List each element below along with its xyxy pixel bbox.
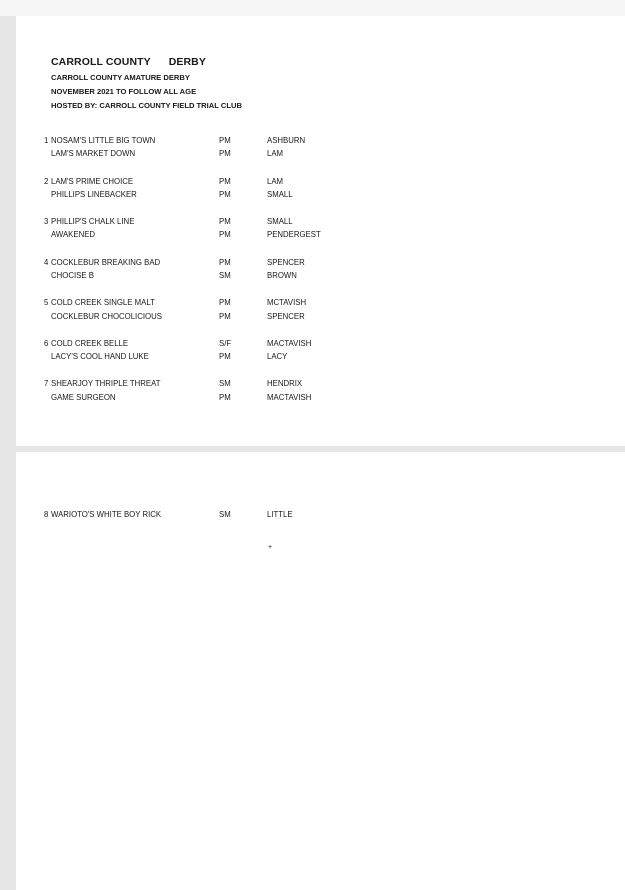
dog-sex: PM — [219, 217, 231, 226]
handler-name: SPENCER — [267, 312, 305, 321]
dog-sex: PM — [219, 352, 231, 361]
brace-number: 2 — [44, 177, 49, 186]
brace-number: 5 — [44, 298, 49, 307]
handler-name: PENDERGEST — [267, 230, 321, 239]
dog-name: LAM'S PRIME CHOICE — [51, 177, 134, 186]
dog-sex: SM — [219, 271, 231, 280]
handler-name: SMALL — [267, 190, 293, 199]
dog-sex: S/F — [219, 339, 232, 348]
brace-number: 1 — [44, 136, 49, 145]
dog-sex: PM — [219, 230, 231, 239]
dog-sex: SM — [219, 510, 231, 519]
dog-name: COCKLEBUR BREAKING BAD — [51, 258, 161, 267]
handler-name: LAM — [267, 177, 284, 186]
dog-name: SHEARJOY THRIPLE THREAT — [51, 379, 161, 388]
dog-name: PHILLIPS LINEBACKER — [51, 190, 137, 199]
subtitle-line: CARROLL COUNTY AMATURE DERBY — [51, 73, 190, 82]
dog-sex: PM — [219, 312, 231, 321]
dog-sex: PM — [219, 190, 231, 199]
document-page-1 — [16, 16, 625, 446]
brace-number: 6 — [44, 339, 49, 348]
handler-name: MACTAVISH — [267, 339, 312, 348]
document-title: CARROLL COUNTY DERBY — [51, 56, 206, 68]
dog-name: PHILLIP'S CHALK LINE — [51, 217, 135, 226]
brace-number: 4 — [44, 258, 49, 267]
dog-name: LACY'S COOL HAND LUKE — [51, 352, 149, 361]
dog-name: GAME SURGEON — [51, 393, 116, 402]
dog-name: WARIOTO'S WHITE BOY RICK — [51, 510, 162, 519]
dog-name: COCKLEBUR CHOCOLICIOUS — [51, 312, 162, 321]
brace-number: 7 — [44, 379, 49, 388]
dog-name: LAM'S MARKET DOWN — [51, 149, 136, 158]
dog-sex: PM — [219, 393, 231, 402]
dog-sex: PM — [219, 136, 231, 145]
handler-name: ASHBURN — [267, 136, 306, 145]
dog-sex: PM — [219, 258, 231, 267]
stray-mark: + — [268, 544, 273, 551]
handler-name: LACY — [267, 352, 288, 361]
dog-name: COLD CREEK SINGLE MALT — [51, 298, 155, 307]
handler-name: SPENCER — [267, 258, 305, 267]
dog-name: CHOCISE B — [51, 271, 94, 280]
handler-name: LAM — [267, 149, 284, 158]
dog-sex: PM — [219, 177, 231, 186]
dog-name: COLD CREEK BELLE — [51, 339, 129, 348]
handler-name: LITTLE — [267, 510, 293, 519]
brace-number: 8 — [44, 510, 49, 519]
subtitle-line: HOSTED BY: CARROLL COUNTY FIELD TRIAL CLUB — [51, 101, 242, 110]
dog-sex: PM — [219, 149, 231, 158]
handler-name: MCTAVISH — [267, 298, 307, 307]
dog-name: NOSAM'S LITTLE BIG TOWN — [51, 136, 156, 145]
document-page-2 — [16, 452, 625, 890]
subtitle-line: NOVEMBER 2021 TO FOLLOW ALL AGE — [51, 87, 197, 96]
dog-sex: PM — [219, 298, 231, 307]
handler-name: SMALL — [267, 217, 293, 226]
brace-number: 3 — [44, 217, 49, 226]
handler-name: BROWN — [267, 271, 297, 280]
handler-name: HENDRIX — [267, 379, 303, 388]
dog-sex: SM — [219, 379, 231, 388]
handler-name: MACTAVISH — [267, 393, 312, 402]
viewer-top-margin — [0, 0, 625, 16]
dog-name: AWAKENED — [51, 230, 96, 239]
